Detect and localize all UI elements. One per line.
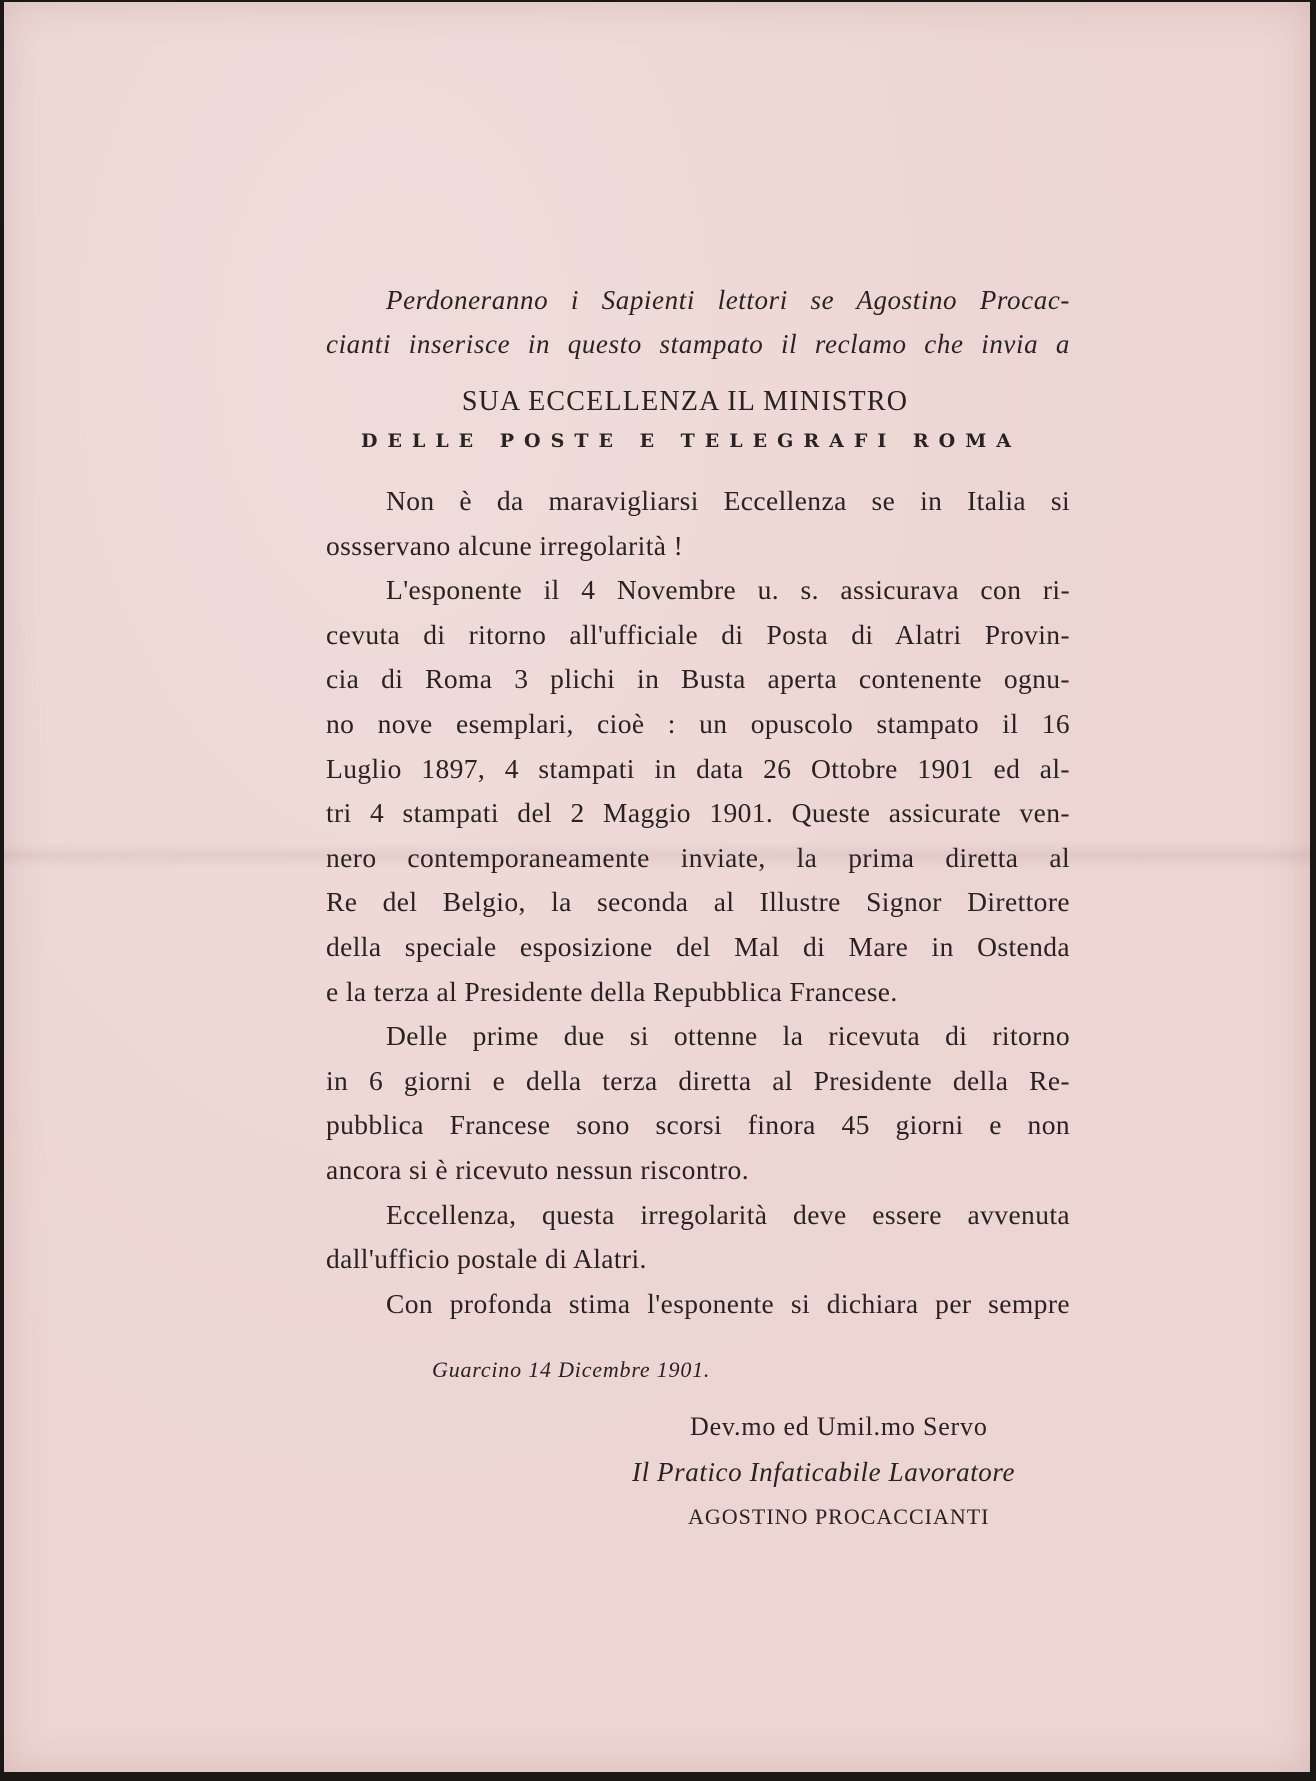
document-page [4,2,1310,1772]
body-line: Luglio 1897, 4 stampati in data 26 Ottobre 1901 ed al- [326,752,1070,784]
body-line: e la terza al Presidente della Repubblica Francese. [326,975,898,1007]
body-line: Eccellenza, questa irregolarità deve essere avvenuta [386,1198,1070,1230]
signature-title: Il Pratico Infaticabile Lavoratore [632,1457,1016,1487]
body-line: nero contemporaneamente inviate, la prima diretta al [326,841,1070,873]
paragraph-1 [326,479,1070,568]
signature-closing: Dev.mo ed Umil.mo Servo [690,1412,988,1441]
body-line: cevuta di ritorno all'ufficiale di Posta di Alatri Provin- [326,618,1070,650]
body-line: no nove esemplari, cioè : un opuscolo stampato il 16 [326,707,1070,739]
body-line: Con profonda stima l'esponente si dichiara per sempre [386,1287,1070,1319]
addressee-line-1: SUA ECCELLENZA IL MINISTRO [461,386,909,417]
paragraph-5 [326,1282,1070,1327]
body-line: della speciale esposizione del Mal di Mare in Ostenda [326,930,1070,962]
body-line: tri 4 stampati del 2 Maggio 1901. Queste assicurate ven- [326,797,1070,829]
intro-line-1: Perdoneranno i Sapienti lettori se Agostino Procac- [386,285,1070,315]
signature-name: AGOSTINO PROCACCIANTI [688,1504,990,1529]
paragraph-3 [326,1014,1070,1192]
body-line: Re del Belgio, la seconda al Illustre Signor Direttore [326,886,1070,918]
paragraph-4 [326,1193,1070,1282]
intro-line-2: cianti inserisce in questo stampato il reclamo che invia a [326,329,1070,359]
addressee-line-2: DELLE POSTE E TELEGRAFI ROMA [361,430,1021,452]
letter-body [326,479,1070,1326]
letter-date: Guarcino 14 Dicembre 1901. [432,1357,711,1382]
body-line: ancora si è ricevuto nessun riscontro. [326,1153,749,1185]
body-line: Delle prime due si ottenne la ricevuta di ritorno [386,1020,1070,1052]
body-line: pubblica Francese sono scorsi finora 45 giorni e non [326,1109,1070,1141]
body-line: Non è da maravigliarsi Eccellenza se in Italia si [386,485,1070,516]
paragraph-2 [326,568,1070,1014]
intro-note [326,278,1070,366]
body-line: ossservano alcune irregolarità ! [326,529,684,561]
body-line: L'esponente il 4 Novembre u. s. assicurava con ri- [386,574,1070,606]
body-line: dall'ufficio postale di Alatri. [326,1243,647,1275]
addressee-heading [326,382,1070,460]
body-line: cia di Roma 3 plichi in Busta aperta contenente ognu- [326,663,1070,695]
body-line: in 6 giorni e della terza diretta al Presidente della Re- [326,1064,1070,1096]
